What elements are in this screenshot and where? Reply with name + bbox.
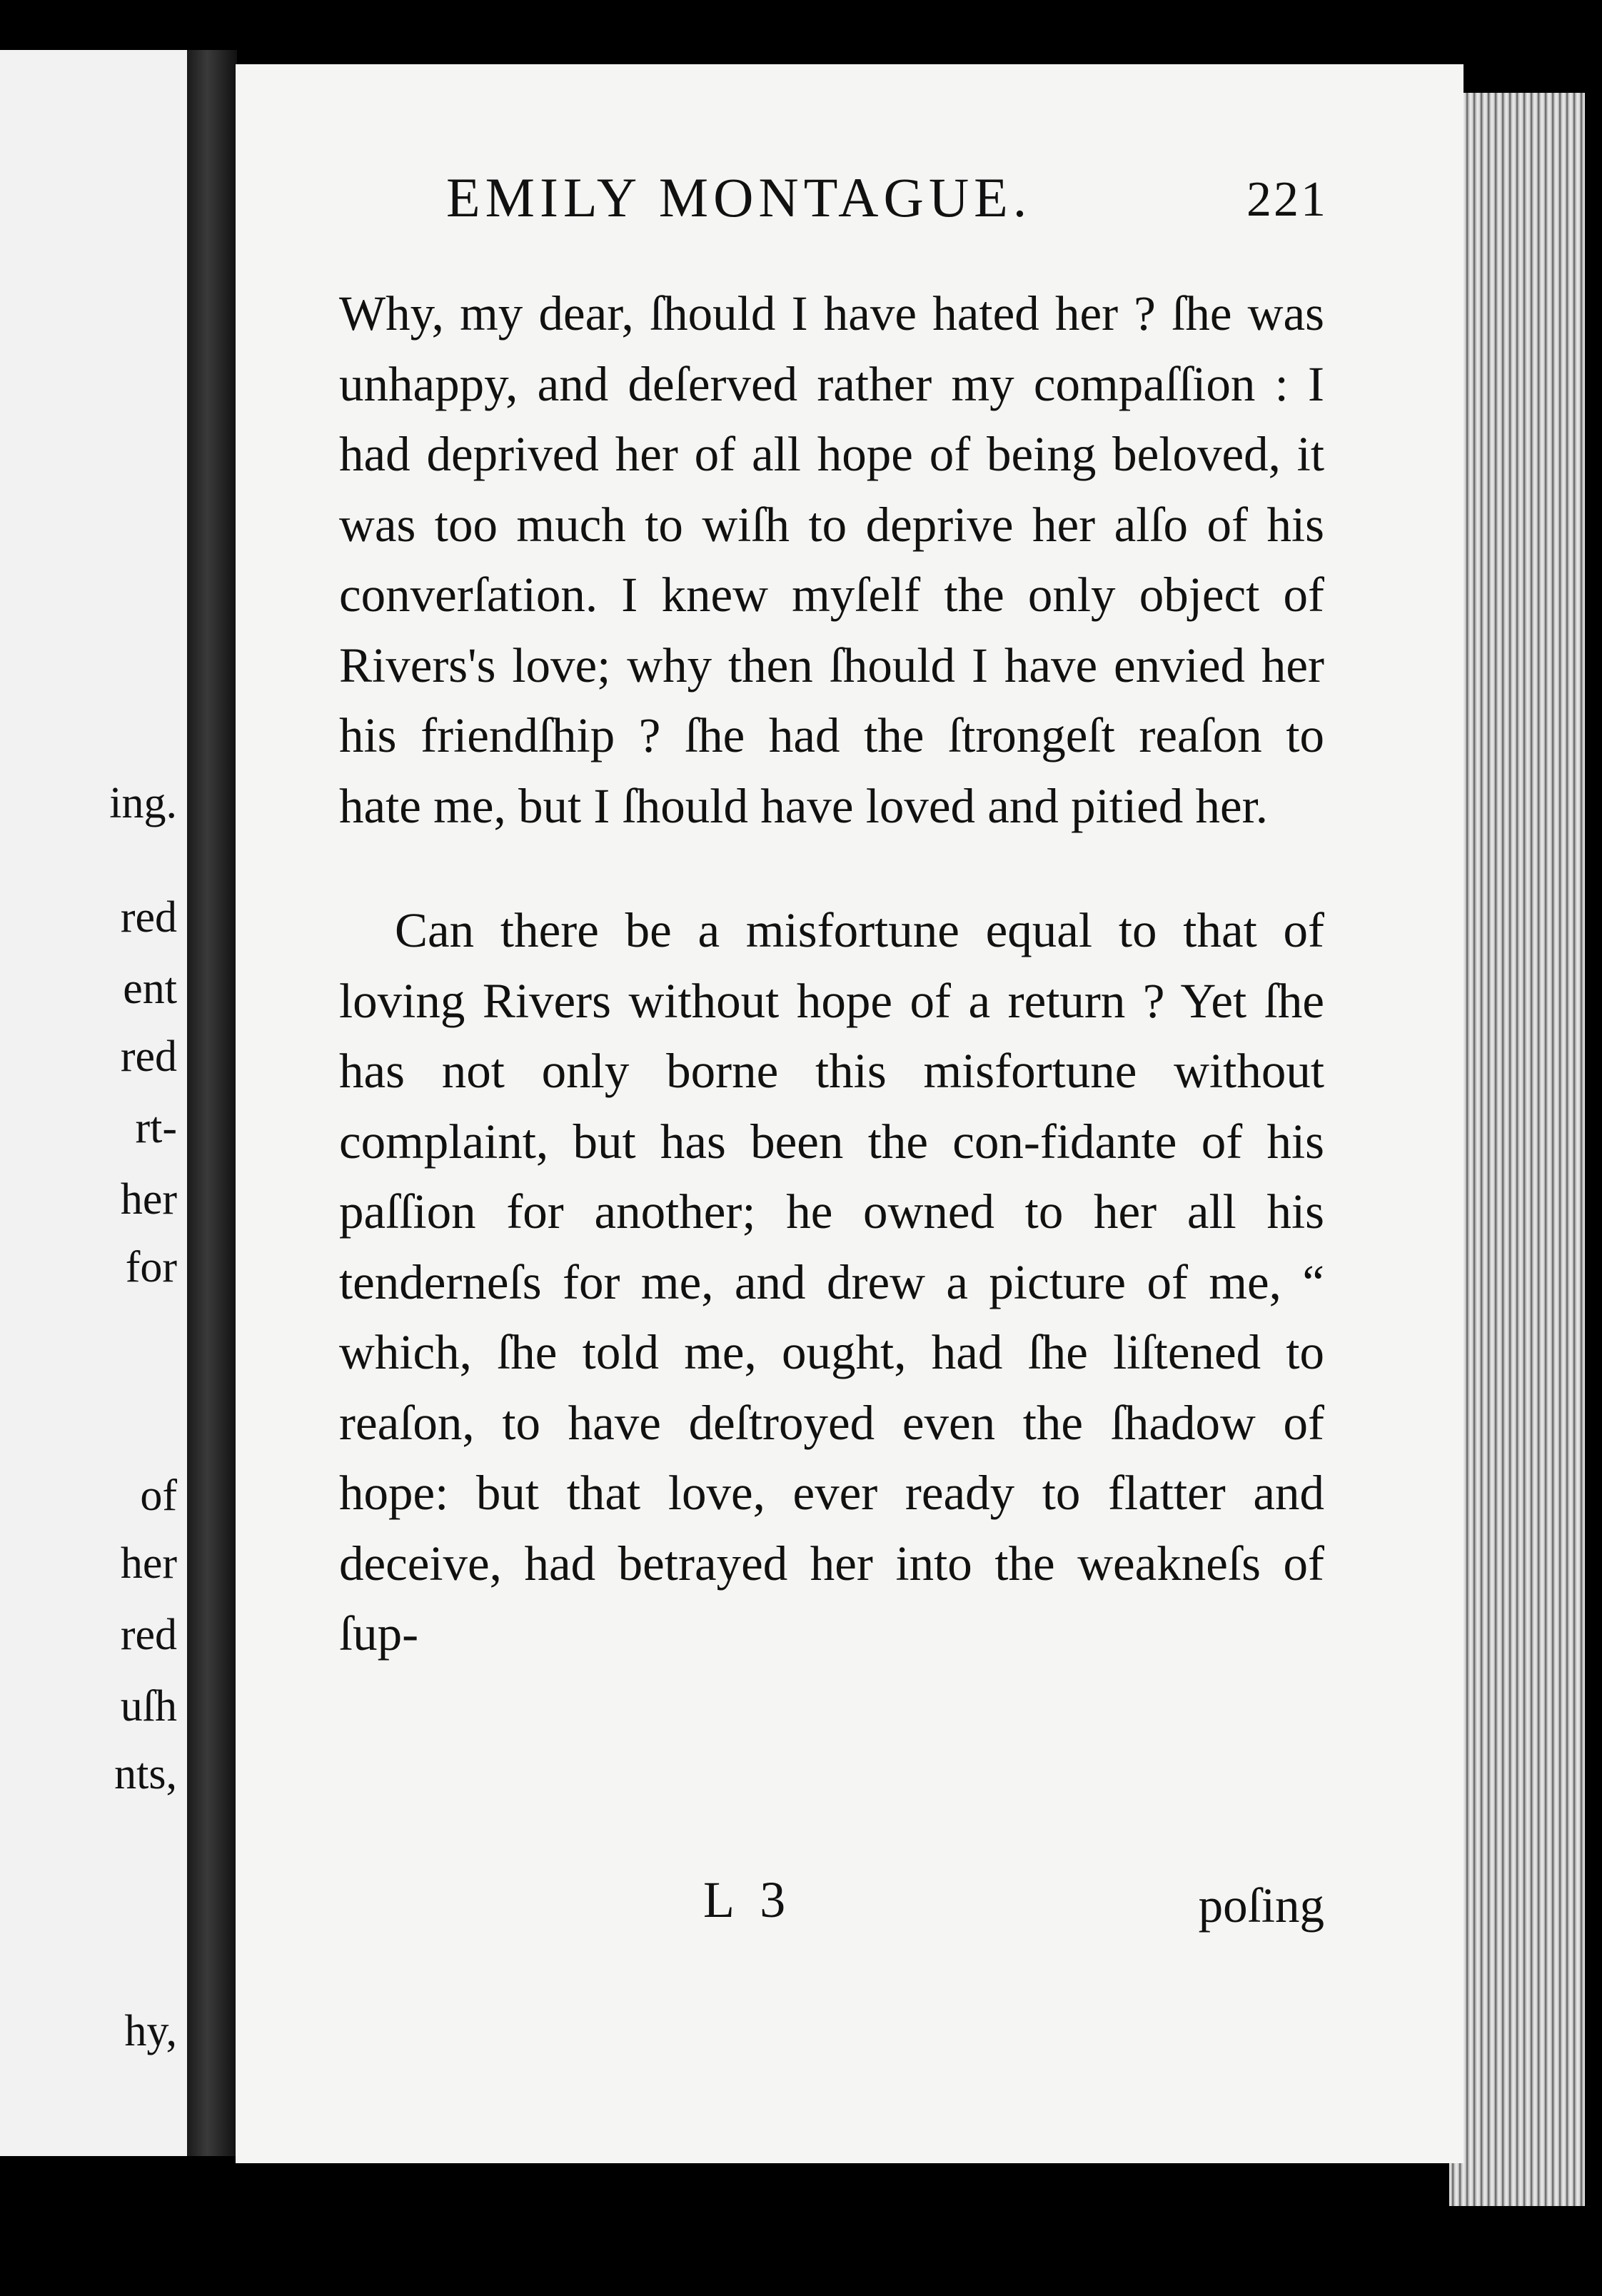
- facing-page-fragment: her: [120, 1175, 177, 1224]
- facing-page-fragment: uſh: [120, 1682, 177, 1731]
- page-header: [446, 166, 1328, 230]
- catchword: poſing: [1198, 1878, 1324, 1933]
- signature-mark: L 3: [703, 1871, 793, 1928]
- facing-page-fragment: red: [120, 1611, 177, 1659]
- running-title: EMILY MONTAGUE.: [446, 166, 1032, 228]
- body-text: [339, 278, 1324, 1669]
- page-edges: [1449, 93, 1585, 2206]
- facing-page-fragment: her: [120, 1539, 177, 1588]
- paragraph: Can there be a misfortune equal to that of loving Rivers without hope of a return ? Yet ſhe has not only borne this misfortune without complaint, but has been the con-fidante of his paſſion for another; he owned to her all his tenderneſs for me, and drew a picture of me, “ which, ſhe told me, ought, had ſhe liſtened to reaſon, to have deſtroyed even the ſhadow of hope: but that love, ever ready to flatter and deceive, had betrayed her into the weakneſs of ſup-: [339, 903, 1324, 1661]
- page-number: 221: [1246, 172, 1328, 227]
- facing-page: [0, 50, 191, 2156]
- facing-page-fragment: red: [120, 893, 177, 942]
- facing-page-fragment: ing.: [109, 779, 177, 827]
- page-footer: [339, 1870, 1324, 1942]
- facing-page-fragment: rt-: [135, 1104, 177, 1152]
- facing-page-fragment: nts,: [114, 1750, 177, 1798]
- facing-page-fragment: of: [140, 1471, 177, 1520]
- facing-page-fragment: hy,: [124, 2007, 177, 2055]
- facing-page-fragment: ent: [123, 965, 177, 1013]
- book-gutter: [187, 50, 237, 2156]
- facing-page-fragment: red: [120, 1032, 177, 1081]
- facing-page-fragment: for: [125, 1243, 177, 1292]
- paragraph: Why, my dear, ſhould I have hated her ? ſhe was unhappy, and deſerved rather my compaſſion : I had deprived her of all hope of being beloved, it was too much to wiſh to deprive her alſo of his converſation. I knew myſelf the only object of Rivers's love; why then ſhould I have envied her his friendſhip ? ſhe had the ſtrongeſt reaſon to hate me, but I ſhould have loved and pitied her.: [339, 286, 1324, 833]
